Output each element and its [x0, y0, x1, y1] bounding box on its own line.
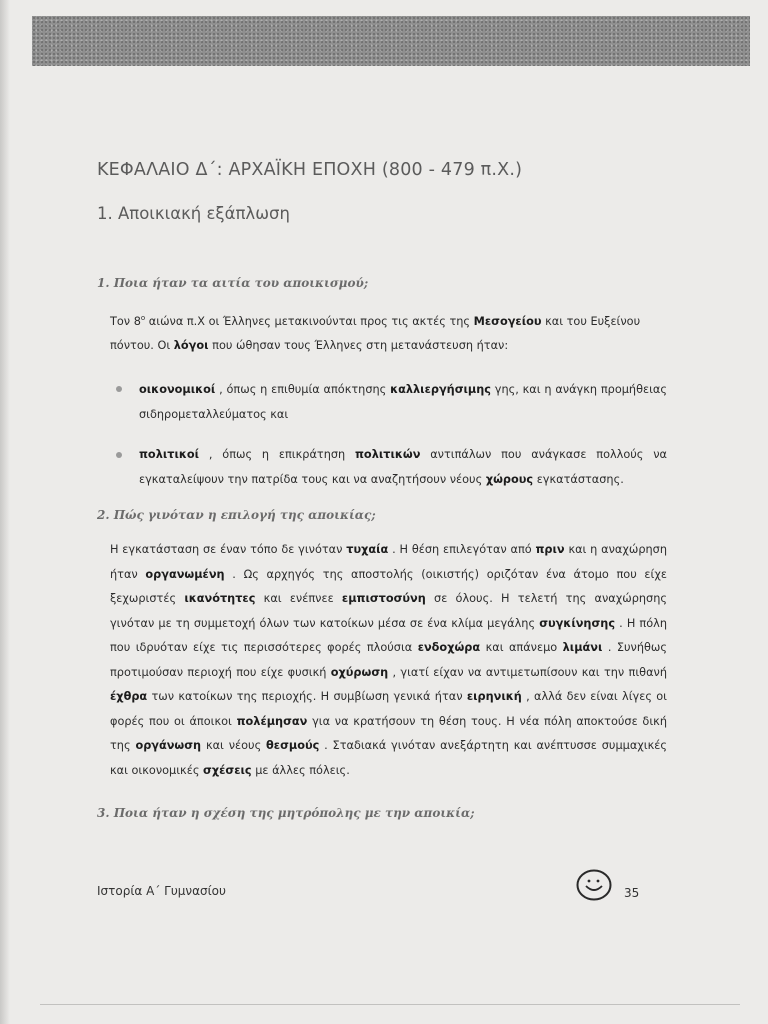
text-run: . Ως αρχηγός της αποστολής (οικιστής) οριζόταν ένα άτομο που είχε ξεχωριστές	[110, 567, 667, 605]
bottom-rule	[40, 1004, 740, 1005]
text-run: . Σταδιακά γινόταν ανεξάρτητη και ανέπτυσσε συμμαχικές και οικονομικές	[110, 739, 668, 777]
text-run: σε όλους. Η τελετή της αναχώρησης γινόταν με τη συμμετοχή όλων των κατοίκων μέσα σε ένα κλίμα μεγάλης	[110, 592, 667, 630]
question-2: 2. Πώς γινόταν η επιλογή της αποικίας;	[97, 508, 376, 522]
bold-term: πριν	[535, 543, 565, 556]
bold-term: πολέμησαν	[236, 714, 308, 728]
text-run: πόντου. Οι	[110, 339, 174, 353]
text-run: Τον 8	[110, 314, 141, 328]
text-run: για να κρατήσουν τη θέση τους. Η νέα πόλη αποκτούσε δική της	[110, 714, 667, 752]
text-run: και ενέπνεε	[255, 592, 342, 605]
bold-term: θεσμούς	[266, 739, 320, 752]
bold-term: ενδοχώρα	[417, 641, 481, 654]
bold-term: καλλιεργήσιμης	[390, 383, 491, 396]
text-run: που ώθησαν τους Έλληνες στη μετανάστευση ήταν:	[208, 339, 509, 353]
bold-term: οργανωμένη	[145, 567, 225, 581]
text-run: , αλλά δεν είναι λίγες οι φορές που οι άποικοι	[110, 690, 667, 728]
bold-term: πολιτικών	[355, 448, 421, 461]
text-run: . Η πόλη που ιδρυόταν είχε τις περισσότερες φορές πλούσια	[110, 616, 667, 654]
text-run: , όπως η επικράτηση	[199, 448, 355, 461]
bold-term: ικανότητες	[184, 592, 256, 605]
section-title: 1. Αποικιακή εξάπλωση	[97, 204, 290, 223]
question-1: 1. Ποια ήταν τα αιτία του αποικισμού;	[97, 276, 369, 290]
chapter-title: ΚΕΦΑΛΑΙΟ Δ΄: ΑΡΧΑΪΚΗ ΕΠΟΧΗ (800 - 479 π.Χ.)	[97, 160, 523, 180]
scan-edge-shadow	[0, 0, 10, 1024]
text-run: γης, και η ανάγκη προμήθειας σιδηρομεταλλεύματος και	[139, 383, 668, 421]
page-number: 35	[624, 886, 640, 900]
text-run: και η αναχώρηση ήταν	[110, 543, 668, 581]
text-run: και του Ευξείνου	[541, 314, 641, 328]
bold-term: τυχαία	[346, 543, 389, 556]
text-run: Η εγκατάσταση σε έναν τόπο δε γινόταν	[110, 543, 347, 556]
text-run: , όπως η επιθυμία απόκτησης	[215, 383, 391, 396]
q1-bullet-1	[139, 378, 667, 427]
bold-term: χώρους	[485, 472, 534, 486]
text-run: και απάνεμο	[480, 641, 563, 654]
bold-term: οργάνωση	[135, 739, 202, 752]
bold-term: ειρηνική	[466, 690, 522, 703]
bold-term: συγκίνησης	[539, 616, 616, 630]
bold-term: λόγοι	[173, 339, 209, 353]
bullet-icon	[116, 452, 122, 458]
bold-term: πολιτικοί	[139, 448, 200, 461]
text-run: αιώνα π.Χ οι Έλληνες μετακινούνται προς τις ακτές της	[145, 314, 474, 328]
text-run: με άλλες πόλεις.	[251, 763, 350, 777]
text-run: . Η θέση επιλεγόταν από	[388, 543, 536, 556]
superscript: ο	[140, 314, 146, 322]
text-run: . Συνήθως προτιμούσαν περιοχή που είχε φυσική	[110, 641, 668, 679]
bold-term: Μεσογείου	[473, 314, 542, 328]
smiley-icon	[575, 868, 613, 902]
text-run: των κατοίκων της περιοχής. Η συμβίωση γενικά ήταν	[147, 690, 467, 703]
bold-term: σχέσεις	[203, 763, 252, 777]
q1-intro-paragraph	[110, 306, 667, 359]
bold-term: λιμάνι	[562, 641, 603, 654]
text-run: , γιατί είχαν να αντιμετωπίσουν και την πιθανή	[388, 665, 667, 679]
text-run: εγκατάστασης.	[533, 472, 624, 486]
header-band	[32, 16, 750, 66]
q1-intro-line-2	[110, 334, 667, 359]
bold-term: οικονομικοί	[139, 383, 216, 396]
text-run: και νέους	[201, 739, 267, 752]
footer-label: Ιστορία Α΄ Γυμνασίου	[97, 884, 226, 898]
bold-term: έχθρα	[110, 690, 148, 703]
text-run: αντιπάλων που ανάγκασε πολλούς να εγκαταλείψουν την πατρίδα τους και να αναζητήσουν νέους	[139, 448, 668, 486]
q1-intro-line-1	[110, 306, 667, 334]
q1-bullet-2	[139, 443, 667, 492]
q2-paragraph	[110, 538, 667, 783]
question-3: 3. Ποια ήταν η σχέση της μητρόπολης με την αποικία;	[97, 806, 475, 820]
bullet-icon	[116, 386, 122, 392]
bold-term: εμπιστοσύνη	[341, 592, 426, 605]
bold-term: οχύρωση	[330, 665, 389, 679]
